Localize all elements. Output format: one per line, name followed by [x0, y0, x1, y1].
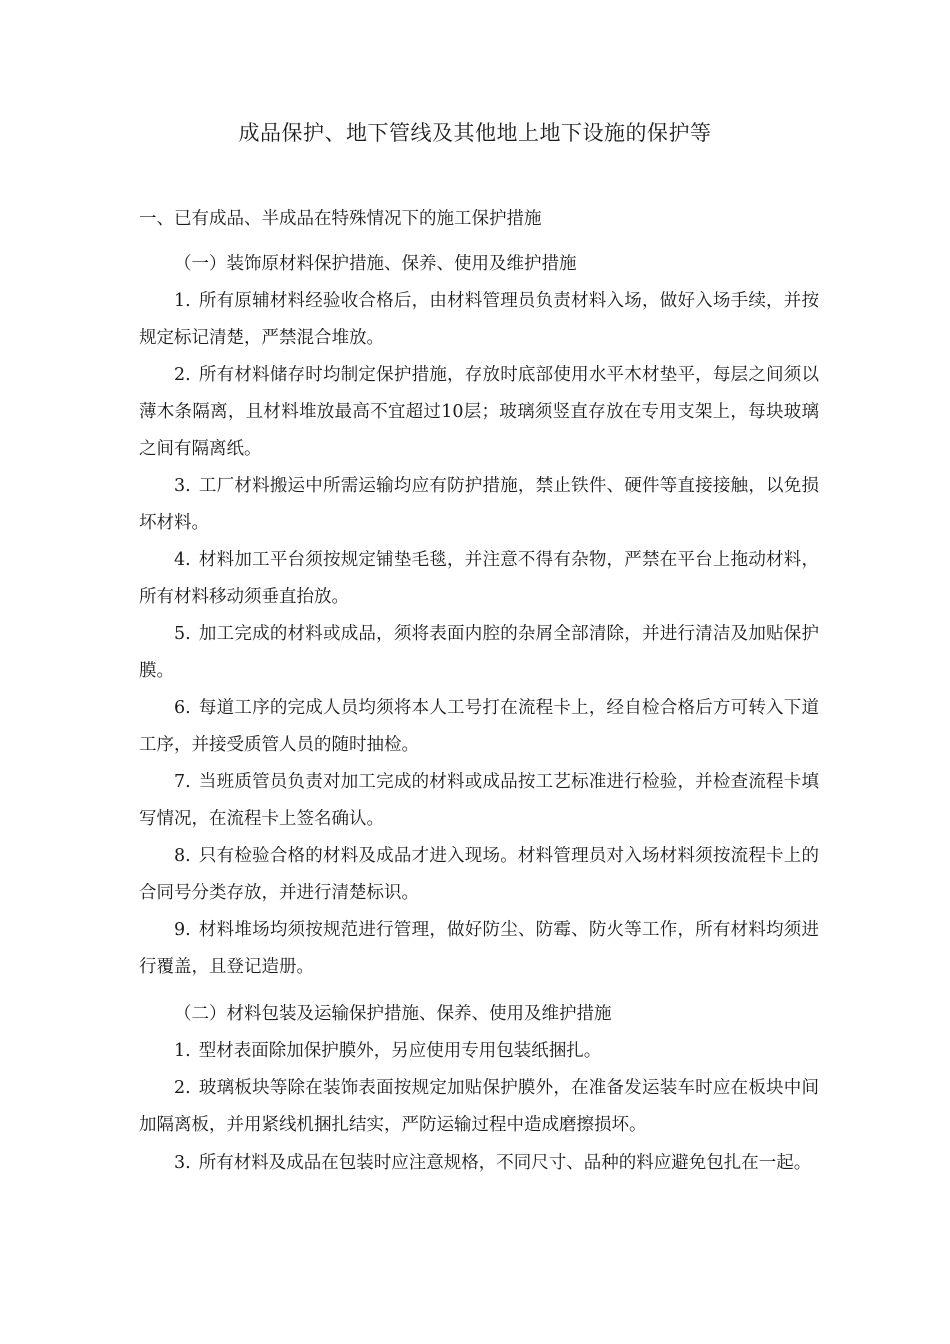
item-number: 5. [174, 624, 191, 644]
paragraph-2-2 [139, 1070, 819, 1144]
item-text: 当班质管员负责对加工完成的材料或成品按工艺标准进行检验，并检查流程卡填写情况，在流程卡上签名确认。 [139, 772, 819, 829]
paragraph-2-3 [139, 1148, 819, 1179]
paragraph-1-7 [139, 764, 819, 838]
paragraph-2-1 [139, 1033, 819, 1070]
paragraph-1-4 [139, 542, 819, 616]
section-heading: 一、已有成品、半成品在特殊情况下的施工保护措施 [139, 209, 542, 229]
paragraph-1-1 [139, 283, 819, 357]
item-number: 2. [174, 1078, 191, 1098]
item-number: 8. [174, 846, 191, 866]
item-number: 7. [174, 772, 191, 792]
document-title: 成品保护、地下管线及其他地上地下设施的保护等 [238, 121, 712, 145]
item-text: 材料加工平台须按规定铺垫毛毯，并注意不得有杂物，严禁在平台上拖动材料，所有材料移动须垂直抬放。 [139, 550, 819, 607]
paragraph-1-2 [139, 357, 819, 468]
paragraph-1-9 [139, 912, 819, 986]
subsection-heading-2: （二）材料包装及运输保护措施、保养、使用及维护措施 [174, 1004, 612, 1024]
document-body [139, 201, 819, 1179]
paragraph-1-5 [139, 616, 819, 690]
item-text: 所有材料储存时均制定保护措施，存放时底部使用水平木材垫平，每层之间须以薄木条隔离，且材料堆放最高不宜超过10层；玻璃须竖直存放在专用支架上，每块玻璃之间有隔离纸。 [139, 365, 819, 459]
paragraph-1-3 [139, 468, 819, 542]
paragraph-1-6 [139, 690, 819, 764]
item-number: 6. [174, 698, 191, 718]
subsection-heading-1: （一）装饰原材料保护措施、保养、使用及维护措施 [174, 254, 577, 274]
item-text: 加工完成的材料或成品，须将表面内腔的杂屑全部清除，并进行清洁及加贴保护膜。 [139, 624, 819, 681]
item-number: 2. [174, 365, 191, 385]
item-text: 所有材料及成品在包装时应注意规格，不同尺寸、品种的料应避免包扎在一起。 [198, 1153, 812, 1173]
item-number: 1. [174, 291, 191, 311]
item-text: 材料堆场均须按规范进行管理，做好防尘、防霉、防火等工作，所有材料均须进行覆盖，且登记造册。 [139, 920, 819, 977]
item-text: 玻璃板块等除在装饰表面按规定加贴保护膜外，在准备发运装车时应在板块中间加隔离板，并用紧线机捆扎结实，严防运输过程中造成磨擦损坏。 [139, 1078, 819, 1135]
item-number: 3. [174, 1153, 191, 1173]
item-text: 型材表面除加保护膜外，另应使用专用包装纸捆扎。 [198, 1041, 602, 1061]
item-number: 9. [174, 920, 191, 940]
item-text: 工厂材料搬运中所需运输均应有防护措施，禁止铁件、硬件等直接接触，以免损坏材料。 [139, 476, 819, 533]
item-text: 只有检验合格的材料及成品才进入现场。材料管理员对入场材料须按流程卡上的合同号分类存放，并进行清楚标识。 [139, 846, 819, 903]
paragraph-1-8 [139, 838, 819, 912]
item-number: 4. [174, 550, 191, 570]
item-text: 所有原辅材料经验收合格后，由材料管理员负责材料入场，做好入场手续，并按规定标记清楚，严禁混合堆放。 [139, 291, 819, 348]
item-number: 3. [174, 476, 191, 496]
item-number: 1. [174, 1041, 191, 1061]
item-text: 每道工序的完成人员均须将本人工号打在流程卡上，经自检合格后方可转入下道工序，并接受质管人员的随时抽检。 [139, 698, 819, 755]
